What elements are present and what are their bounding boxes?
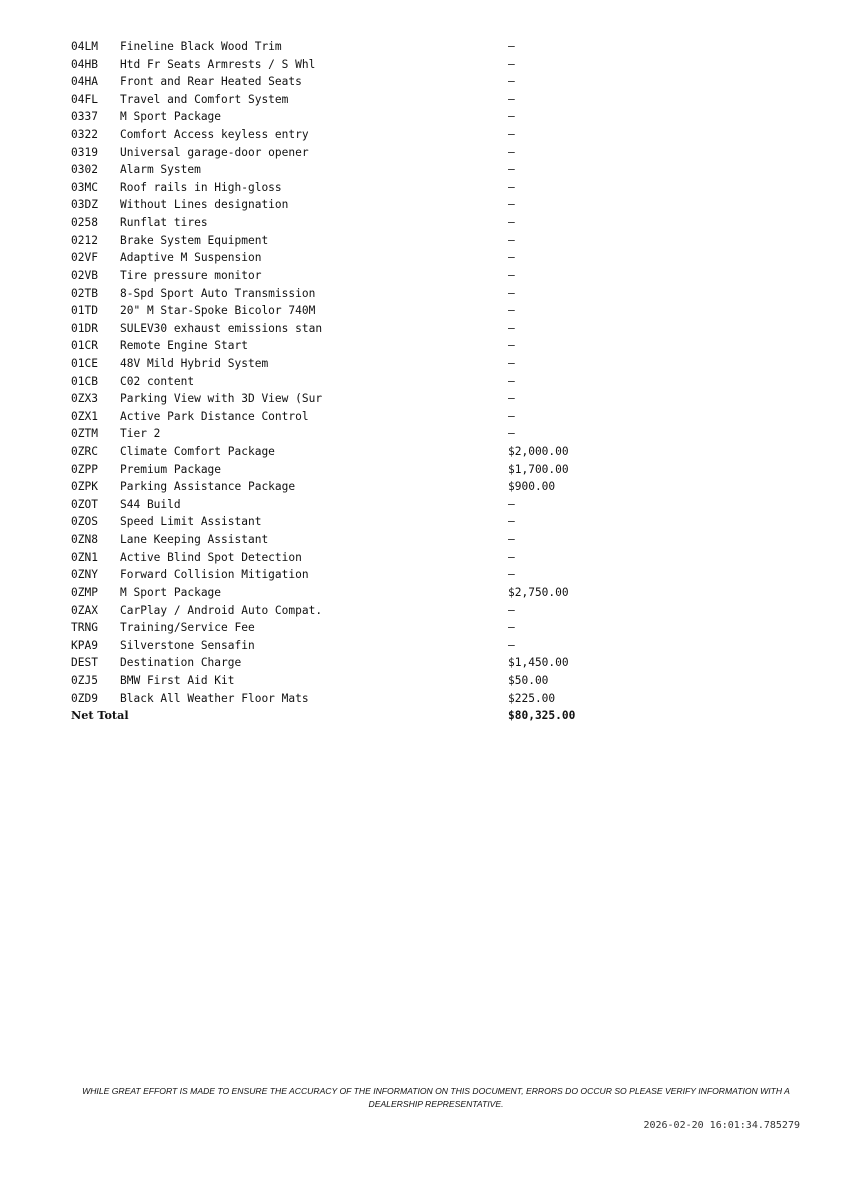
option-row [71, 196, 631, 214]
option-code: 02VF [71, 251, 98, 265]
option-row [71, 161, 631, 179]
option-description: M Sport Package [120, 110, 222, 124]
option-description: C02 content [120, 374, 195, 388]
option-description: Front and Rear Heated Seats [120, 75, 302, 89]
option-code: 03MC [71, 180, 98, 194]
option-row [71, 355, 631, 373]
option-code: 0ZNY [71, 568, 98, 582]
option-code: 04LM [71, 40, 98, 53]
option-price: $2,000.00 [508, 445, 569, 459]
option-code: 01CR [71, 339, 98, 353]
option-row [71, 478, 631, 496]
option-row [71, 232, 631, 250]
option-code: 01CE [71, 356, 98, 370]
option-row [71, 214, 631, 232]
option-row [71, 126, 631, 144]
option-row [71, 73, 631, 91]
option-code: 0ZD9 [71, 691, 98, 705]
option-code: 0ZJ5 [71, 673, 98, 687]
option-description: Active Park Distance Control [120, 409, 309, 423]
option-row [71, 302, 631, 320]
option-price: $900.00 [508, 480, 556, 494]
option-price: $2,750.00 [508, 585, 569, 599]
option-description: Tire pressure monitor [120, 268, 262, 282]
option-row [71, 56, 631, 74]
option-description: Speed Limit Assistant [120, 515, 262, 529]
option-price: — [508, 550, 515, 564]
option-code: KPA9 [71, 638, 98, 652]
option-row [71, 144, 631, 162]
option-code: TRNG [71, 621, 98, 635]
option-row [71, 566, 631, 584]
option-rows [71, 38, 631, 707]
option-row [71, 443, 631, 461]
option-row [71, 672, 631, 690]
option-price: — [508, 145, 515, 159]
document-timestamp: 2026-02-20 16:01:34.785279 [643, 1120, 800, 1131]
option-code: 01TD [71, 304, 98, 318]
option-description: Alarm System [120, 163, 201, 177]
option-row [71, 249, 631, 267]
option-description: 20" M Star-Spoke Bicolor 740M [120, 304, 316, 318]
option-price: — [508, 497, 515, 511]
option-price: — [508, 568, 515, 582]
option-row [71, 584, 631, 602]
option-row [71, 179, 631, 197]
option-row [71, 654, 631, 672]
option-price: — [508, 233, 515, 247]
option-code: 0ZPP [71, 462, 98, 476]
option-code: 0322 [71, 128, 98, 142]
option-price: — [508, 321, 515, 335]
option-code: DEST [71, 656, 98, 670]
option-price: $1,700.00 [508, 462, 569, 476]
option-row [71, 425, 631, 443]
option-row [71, 408, 631, 426]
option-row [71, 390, 631, 408]
option-price: — [508, 392, 515, 406]
option-row [71, 531, 631, 549]
option-code: 01CB [71, 374, 98, 388]
option-row [71, 637, 631, 655]
option-price: — [508, 110, 515, 124]
option-row [71, 549, 631, 567]
option-description: 8-Spd Sport Auto Transmission [120, 286, 316, 300]
option-description: SULEV30 exhaust emissions stan [120, 321, 323, 335]
option-description: Training/Service Fee [120, 621, 255, 635]
option-description: Forward Collision Mitigation [120, 568, 309, 582]
net-total-row [71, 707, 631, 725]
option-code: 0ZPK [71, 480, 98, 494]
option-price: — [508, 286, 515, 300]
option-row [71, 337, 631, 355]
option-description: Brake System Equipment [120, 233, 269, 247]
option-description: Universal garage-door opener [120, 145, 309, 159]
option-row [71, 461, 631, 479]
option-price: — [508, 40, 515, 53]
option-row [71, 267, 631, 285]
option-price: — [508, 251, 515, 265]
option-price: — [508, 216, 515, 230]
option-description: Travel and Comfort System [120, 92, 289, 106]
options-table [71, 38, 631, 725]
option-price: — [508, 515, 515, 529]
option-code: 02TB [71, 286, 98, 300]
option-price: — [508, 427, 515, 441]
option-description: Fineline Black Wood Trim [120, 40, 282, 53]
option-code: 0258 [71, 216, 98, 230]
option-row [71, 619, 631, 637]
option-description: Climate Comfort Package [120, 445, 275, 459]
option-price: — [508, 92, 515, 106]
option-code: 0212 [71, 233, 98, 247]
option-price: — [508, 268, 515, 282]
option-price: — [508, 603, 515, 617]
option-row [71, 91, 631, 109]
option-description: Silverstone Sensafin [120, 638, 255, 652]
option-description: M Sport Package [120, 585, 222, 599]
option-description: Runflat tires [120, 216, 208, 230]
option-description: BMW First Aid Kit [120, 673, 235, 687]
option-description: Remote Engine Start [120, 339, 248, 353]
option-row [71, 108, 631, 126]
option-row [71, 602, 631, 620]
option-row [71, 373, 631, 391]
option-description: Htd Fr Seats Armrests / S Whl [120, 57, 316, 71]
option-description: Parking Assistance Package [120, 480, 296, 494]
option-price: — [508, 356, 515, 370]
option-description: Tier 2 [120, 427, 161, 441]
option-code: 0ZTM [71, 427, 98, 441]
option-row [71, 496, 631, 514]
option-price: — [508, 409, 515, 423]
option-code: 0ZOT [71, 497, 98, 511]
option-code: 0ZAX [71, 603, 98, 617]
option-code: 0302 [71, 163, 98, 177]
option-description: Destination Charge [120, 656, 242, 670]
option-row [71, 320, 631, 338]
net-total-label: Net Total [71, 708, 129, 723]
option-code: 0ZRC [71, 445, 98, 459]
option-code: 0ZN8 [71, 533, 98, 547]
option-description: 48V Mild Hybrid System [120, 356, 269, 370]
option-code: 0ZX1 [71, 409, 98, 423]
option-price: $1,450.00 [508, 656, 569, 670]
option-description: Adaptive M Suspension [120, 251, 262, 265]
option-code: 0337 [71, 110, 98, 124]
option-description: Premium Package [120, 462, 222, 476]
option-row [71, 690, 631, 708]
option-price: — [508, 163, 515, 177]
net-total-amount: $80,325.00 [508, 709, 576, 723]
option-price: $50.00 [508, 673, 549, 687]
option-description: Without Lines designation [120, 198, 289, 212]
option-price: $225.00 [508, 691, 556, 705]
option-price: — [508, 621, 515, 635]
option-price: — [508, 75, 515, 89]
option-description: Active Blind Spot Detection [120, 550, 302, 564]
option-price: — [508, 180, 515, 194]
option-row [71, 285, 631, 303]
option-description: Roof rails in High-gloss [120, 180, 282, 194]
option-price: — [508, 198, 515, 212]
option-price: — [508, 339, 515, 353]
option-code: 0319 [71, 145, 98, 159]
option-description: S44 Build [120, 497, 181, 511]
option-code: 0ZMP [71, 585, 98, 599]
option-price: — [508, 57, 515, 71]
disclaimer-text: WHILE GREAT EFFORT IS MADE TO ENSURE THE ACCURACY OF THE INFORMATION ON THIS DOCUMENT, ERRORS DO OCCUR SO PLEASE VERIFY INFORMATION WITH A DEALERSHIP REPRESENTATIVE. [82, 1086, 790, 1109]
option-row [71, 38, 631, 56]
option-description: Parking View with 3D View (Sur [120, 392, 323, 406]
option-code: 02VB [71, 268, 98, 282]
option-description: CarPlay / Android Auto Compat. [120, 603, 323, 617]
option-description: Comfort Access keyless entry [120, 128, 309, 142]
option-code: 01DR [71, 321, 98, 335]
option-price: — [508, 304, 515, 318]
option-code: 03DZ [71, 198, 98, 212]
option-code: 0ZN1 [71, 550, 98, 564]
option-code: 04HB [71, 57, 98, 71]
option-description: Lane Keeping Assistant [120, 533, 269, 547]
option-price: — [508, 128, 515, 142]
option-row [71, 513, 631, 531]
option-price: — [508, 374, 515, 388]
option-price: — [508, 638, 515, 652]
option-price: — [508, 533, 515, 547]
option-code: 0ZOS [71, 515, 98, 529]
option-description: Black All Weather Floor Mats [120, 691, 309, 705]
option-code: 04HA [71, 75, 98, 89]
option-code: 0ZX3 [71, 392, 98, 406]
option-code: 04FL [71, 92, 98, 106]
